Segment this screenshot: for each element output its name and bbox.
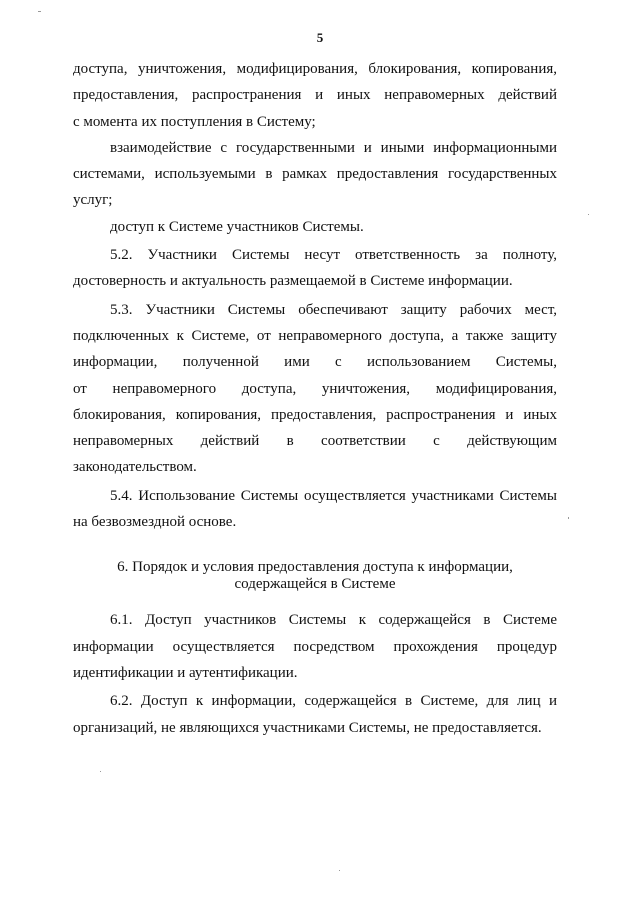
text-line: подключенных к Системе, от неправомерного доступа, а также защиту bbox=[73, 327, 557, 344]
text-line: предоставления, распространения и иных неправомерных действий bbox=[73, 87, 557, 104]
text-line: с момента их поступления в Систему; bbox=[73, 113, 316, 130]
paragraph-5-2 bbox=[73, 242, 557, 295]
text-line: 5.3. Участники Системы обеспечивают защиту рабочих мест, bbox=[110, 301, 557, 318]
scan-mark bbox=[100, 771, 101, 772]
scan-mark bbox=[339, 870, 340, 871]
text-line: идентификации и аутентификации. bbox=[73, 664, 298, 681]
text-line: доступа, уничтожения, модифицирования, блокирования, копирования, bbox=[73, 61, 557, 77]
text-line: 5.2. Участники Системы несут ответственность за полноту, bbox=[110, 247, 557, 264]
scan-mark bbox=[568, 517, 569, 519]
text-line: неправомерных действий в соответствии с действующим bbox=[73, 433, 557, 450]
paragraph-continuation bbox=[73, 56, 557, 135]
paragraph-interaction bbox=[73, 135, 557, 214]
scan-mark bbox=[588, 214, 589, 215]
text-line: организаций, не являющихся участниками Системы, не предоставляется. bbox=[73, 719, 542, 736]
page-number: 5 bbox=[316, 30, 324, 45]
text-line: на безвозмездной основе. bbox=[73, 514, 237, 531]
text-line: от неправомерного доступа, уничтожения, модифицирования, bbox=[73, 380, 557, 397]
text-line: услуг; bbox=[73, 192, 113, 209]
text-line: 6.2. Доступ к информации, содержащейся в Системе, для лиц и bbox=[110, 693, 557, 710]
heading-line: содержащейся в Системе bbox=[234, 576, 396, 593]
text-line: блокирования, копирования, предоставления, распространения и иных bbox=[73, 406, 557, 423]
paragraph-access bbox=[73, 214, 557, 240]
text-line: доступ к Системе участников Системы. bbox=[110, 218, 364, 235]
heading-line: 6. Порядок и условия предоставления доступа к информации, bbox=[117, 559, 513, 576]
text-line: взаимодействие с государственными и иными информационными bbox=[110, 139, 557, 156]
document-body bbox=[73, 56, 557, 741]
paragraph-5-3 bbox=[73, 297, 557, 481]
paragraph-6-2 bbox=[73, 688, 557, 741]
text-line: 5.4. Использование Системы осуществляется участниками Системы bbox=[110, 487, 557, 504]
paragraph-6-1 bbox=[73, 607, 557, 686]
text-line: информации осуществляется посредством прохождения процедур bbox=[73, 638, 557, 655]
text-line: законодательством. bbox=[73, 459, 197, 476]
text-line: системами, используемыми в рамках предоставления государственных bbox=[73, 166, 557, 183]
section-heading bbox=[73, 559, 557, 593]
text-line: информации, полученной ими с использованием Системы, bbox=[73, 354, 557, 371]
text-line: 6.1. Доступ участников Системы к содержащейся в Системе bbox=[110, 612, 557, 629]
paragraph-5-4 bbox=[73, 483, 557, 536]
text-line: достоверность и актуальность размещаемой в Системе информации. bbox=[73, 273, 513, 290]
scan-mark bbox=[38, 11, 41, 12]
